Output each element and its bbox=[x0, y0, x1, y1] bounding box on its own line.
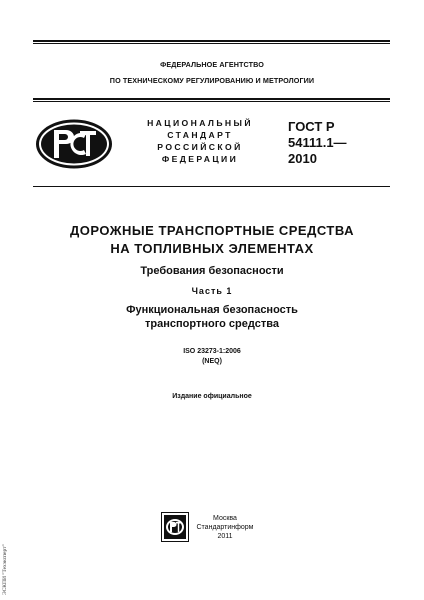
standartinform-logo-icon bbox=[161, 512, 189, 542]
iso-reference: ISO 23273-1:2006 bbox=[183, 348, 241, 355]
russian-label: РОССИЙСКОЙ bbox=[157, 142, 243, 152]
gost-designation-line3: 2010 bbox=[288, 151, 317, 166]
standard-label: СТАНДАРТ bbox=[167, 130, 233, 140]
gost-designation-line1: ГОСТ Р bbox=[288, 119, 335, 134]
agency-name-line2: ПО ТЕХНИЧЕСКОМУ РЕГУЛИРОВАНИЮ И МЕТРОЛОГИИ bbox=[109, 76, 315, 85]
part-title-line1: Функциональная безопасность bbox=[126, 304, 298, 316]
edition-label: Издание официальное bbox=[172, 393, 252, 400]
publisher-city: Москва bbox=[213, 515, 237, 522]
header-rule-thick bbox=[33, 98, 390, 100]
gost-designation-line2: 54111.1— bbox=[288, 135, 347, 150]
side-watermark bbox=[2, 475, 12, 595]
federation-label: ФЕДЕРАЦИИ bbox=[161, 154, 239, 164]
side-watermark-text: ЭСКПИ "Техэксперт" bbox=[2, 544, 8, 595]
top-rule-thin bbox=[33, 43, 390, 44]
standard-rule bbox=[33, 186, 390, 187]
document-subtitle: Требования безопасности bbox=[140, 265, 284, 277]
national-label: НАЦИОНАЛЬНЫЙ bbox=[147, 118, 253, 128]
agency-name-line1: ФЕДЕРАЛЬНОЕ АГЕНТСТВО bbox=[160, 60, 264, 69]
part-title-line2: транспортного средства bbox=[145, 318, 279, 330]
publication-year: 2011 bbox=[217, 533, 233, 540]
document-title-line1: ДОРОЖНЫЕ ТРАНСПОРТНЫЕ СРЕДСТВА bbox=[69, 223, 354, 238]
document-title-line2: НА ТОПЛИВНЫХ ЭЛЕМЕНТАХ bbox=[110, 241, 314, 256]
header-rule-thin bbox=[33, 101, 390, 102]
iso-equivalence: (NEQ) bbox=[202, 358, 222, 365]
rst-logo-icon bbox=[34, 118, 114, 170]
publisher-name: Стандартинформ bbox=[196, 524, 254, 531]
top-rule-thick bbox=[33, 40, 390, 42]
part-number: Часть 1 bbox=[191, 286, 233, 296]
